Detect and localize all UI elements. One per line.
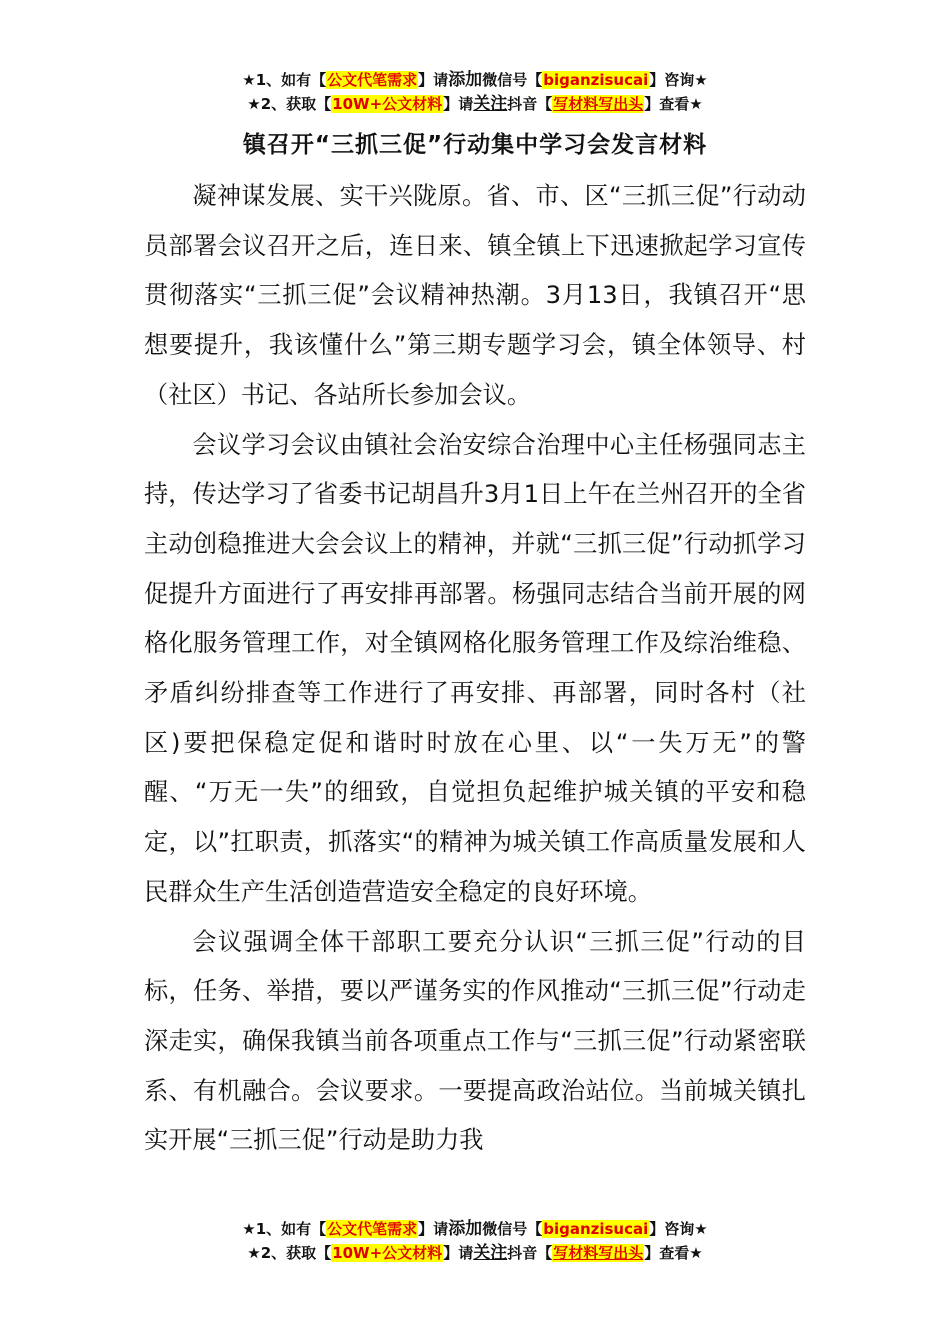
banner-text: 】请 — [443, 1244, 474, 1262]
banner-line-2 — [0, 92, 950, 116]
banner-text: 微信号【 — [482, 71, 543, 89]
banner-text: ★2、获取【 — [247, 95, 332, 113]
banner-text-add: 添加 — [448, 1219, 483, 1239]
banner-text: 】请 — [418, 1220, 449, 1238]
banner-text: 】咨询★ — [649, 71, 708, 89]
banner-text: 微信号【 — [482, 1220, 543, 1238]
banner-text: ★1、如有【 — [242, 1220, 327, 1238]
paragraph-1: 凝神谋发展、实干兴陇原。省、市、区“三抓三促”行动动员部署会议召开之后，连日来、镇全镇上下迅速掀起学习宣传贯彻落实“三抓三促”会议精神热潮。3月13日，我镇召开“思想要提升，我该懂什么”第三期专题学习会，镇全体领导、村（社区）书记、各站所长参加会议。 — [144, 182, 806, 409]
highlight-wechat-id: biganzisucai — [543, 71, 649, 89]
banner-text: 抖音【 — [507, 1244, 553, 1262]
highlight-materials: 10W+公文材料 — [332, 95, 443, 113]
document-body — [144, 172, 806, 1166]
document-title: 镇召开“三抓三促”行动集中学习会发言材料 — [242, 132, 708, 158]
highlight-materials: 10W+公文材料 — [332, 1244, 443, 1262]
paragraph-3: 会议强调全体干部职工要充分认识“三抓三促”行动的目标，任务、举措，要以严谨务实的作风推动“三抓三促”行动走深走实，确保我镇当前各项重点工作与“三抓三促”行动紧密联系、有机融合。会议要求。一要提高政治站位。当前城关镇扎实开展“三抓三促”行动是助力我 — [144, 927, 806, 1155]
banner-text: 】查看★ — [644, 1244, 703, 1262]
banner-line-1 — [0, 1217, 950, 1241]
banner-text: 】咨询★ — [649, 1220, 708, 1238]
banner-line-1 — [0, 68, 950, 92]
banner-text-follow: 关注 — [473, 94, 508, 114]
bottom-banner — [0, 1217, 950, 1265]
banner-text: 抖音【 — [507, 95, 553, 113]
banner-line-2 — [0, 1241, 950, 1265]
highlight-ghostwriting: 公文代笔需求 — [327, 1220, 418, 1238]
paragraph-2: 会议学习会议由镇社会治安综合治理中心主任杨强同志主持，传达学习了省委书记胡昌升3月1日上午在兰州召开的全省主动创稳推进大会会议上的精神，并就“三抓三促”行动抓学习促提升方面进行了再安排再部署。杨强同志结合当前开展的网格化服务管理工作，对全镇网格化服务管理工作及综治维稳、矛盾纠纷排查等工作进行了再安排、再部署，同时各村（社区)要把保稳定促和谐时时放在心里、以“一失万无”的警醒、“万无一失”的细致，自觉担负起维护城关镇的平安和稳定，以”扛职责，抓落实“的精神为城关镇工作高质量发展和人民群众生产生活创造营造安全稳定的良好环境。 — [144, 430, 806, 906]
banner-text: ★1、如有【 — [242, 71, 327, 89]
banner-text: 】查看★ — [644, 95, 703, 113]
highlight-ghostwriting: 公文代笔需求 — [327, 71, 418, 89]
banner-text: ★2、获取【 — [247, 1244, 332, 1262]
banner-text: 】请 — [443, 95, 474, 113]
banner-text-follow: 关注 — [473, 1243, 508, 1263]
highlight-douyin: 写材料写出头 — [553, 95, 644, 113]
highlight-wechat-id: biganzisucai — [543, 1220, 649, 1238]
top-banner — [0, 68, 950, 116]
banner-text-add: 添加 — [448, 70, 483, 90]
highlight-douyin: 写材料写出头 — [553, 1244, 644, 1262]
banner-text: 】请 — [418, 71, 449, 89]
